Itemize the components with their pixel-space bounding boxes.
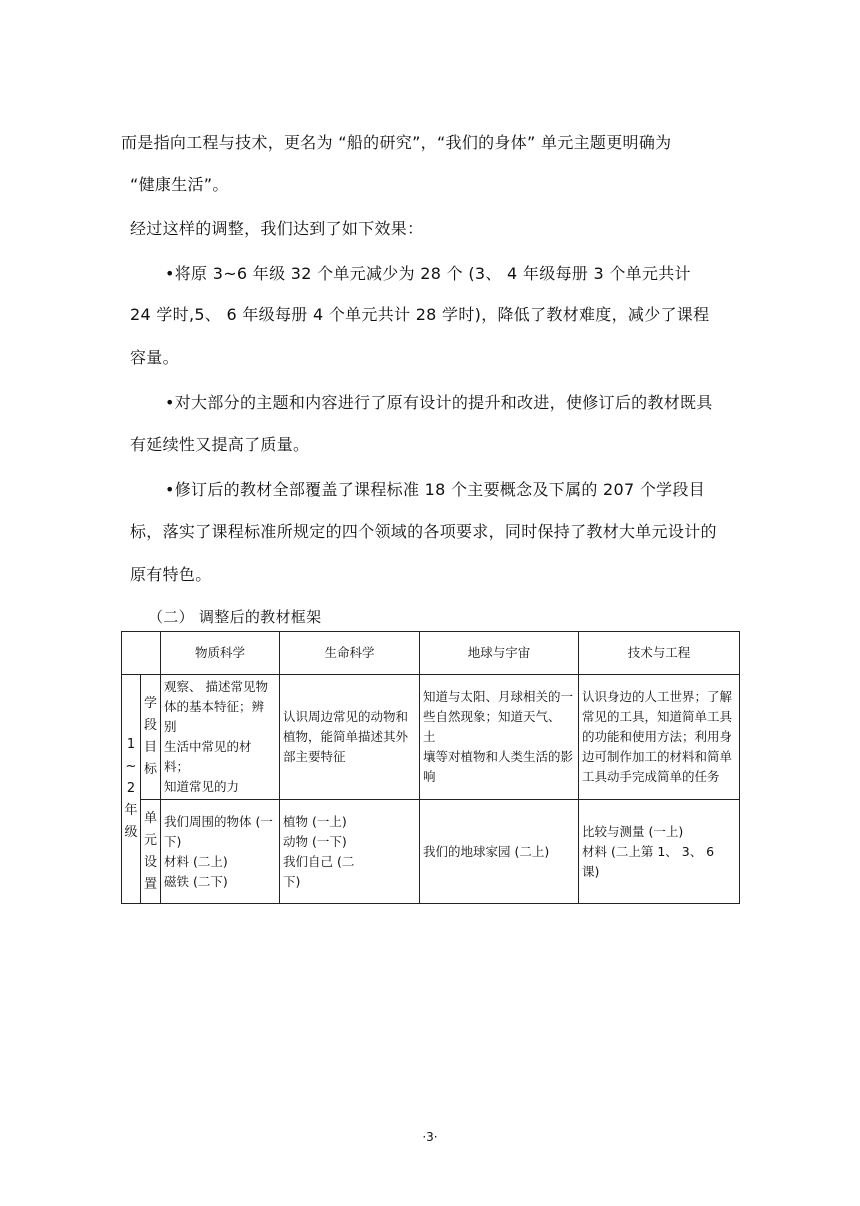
text-line: 有延续性又提高了质量。 bbox=[130, 435, 310, 454]
table-row-goals bbox=[122, 675, 740, 800]
table-row-units bbox=[122, 800, 740, 904]
text-line: 容量。 bbox=[130, 348, 179, 367]
text-line: 24 学时,5、 6 年级每册 4 个单元共计 28 学时)，降低了教材难度，减少了课程 bbox=[130, 305, 710, 324]
text-line: “健康生活”。 bbox=[130, 175, 229, 194]
table-cell: 我们周围的物体 (一 下) 材料 (二上) 磁铁 (二下) bbox=[161, 800, 280, 904]
text-line: •将原 3~6 年级 32 个单元减少为 28 个 (3、 4 年级每册 3 个单元共计 bbox=[165, 264, 691, 283]
header-life-science: 生命科学 bbox=[280, 632, 420, 675]
section-heading: （二） 调整后的教材框架 bbox=[148, 608, 322, 626]
header-earth-space: 地球与宇宙 bbox=[420, 632, 579, 675]
framework-table bbox=[121, 631, 740, 904]
grade-label: 1 ~ 2 年 级 bbox=[122, 675, 141, 904]
table-cell: 知道与太阳、月球相关的一 些自然现象；知道天气、 土 壤等对植物和人类生活的影 响 bbox=[420, 675, 579, 800]
page-number: ·3· bbox=[422, 1130, 438, 1144]
text-line: •修订后的教材全部覆盖了课程标准 18 个主要概念及下属的 207 个学段目 bbox=[165, 480, 706, 499]
text-line: 而是指向工程与技术，更名为 “船的研究”，“我们的身体” 单元主题更明确为 bbox=[121, 133, 672, 152]
table-header-row bbox=[122, 632, 740, 675]
table-cell: 认识周边常见的动物和 植物，能简单描述其外 部主要特征 bbox=[280, 675, 420, 800]
text-line: 原有特色。 bbox=[130, 565, 212, 584]
header-corner-cell bbox=[122, 632, 161, 675]
paragraph-2: 经过这样的调整，我们达到了如下效果： bbox=[130, 219, 424, 238]
header-tech-engineering: 技术与工程 bbox=[579, 632, 740, 675]
table-cell: 观察、 描述常见物 体的基本特征；辨别 生活中常见的材料； 知道常见的力 bbox=[161, 675, 280, 800]
table-cell: 植物 (一上) 动物 (一下) 我们自己 (二 下) bbox=[280, 800, 420, 904]
units-label: 单 元 设 置 bbox=[141, 800, 161, 904]
table-cell: 比较与测量 (一上) 材料 (二上第 1、 3、 6 课) bbox=[579, 800, 740, 904]
text-line: 标，落实了课程标准所规定的四个领域的各项要求，同时保持了教材大单元设计的 bbox=[130, 522, 717, 541]
table-cell: 认识身边的人工世界；了解 常见的工具，知道简单工具 的功能和使用方法；利用身 边可制作加工的材料和简单 工具动手完成简单的任务 bbox=[579, 675, 740, 800]
text-line: •对大部分的主题和内容进行了原有设计的提升和改进，使修订后的教材既具 bbox=[165, 393, 713, 412]
header-physical-science: 物质科学 bbox=[161, 632, 280, 675]
goals-label: 学 段 目 标 bbox=[141, 675, 161, 800]
table-cell: 我们的地球家园 (二上) bbox=[420, 800, 579, 904]
